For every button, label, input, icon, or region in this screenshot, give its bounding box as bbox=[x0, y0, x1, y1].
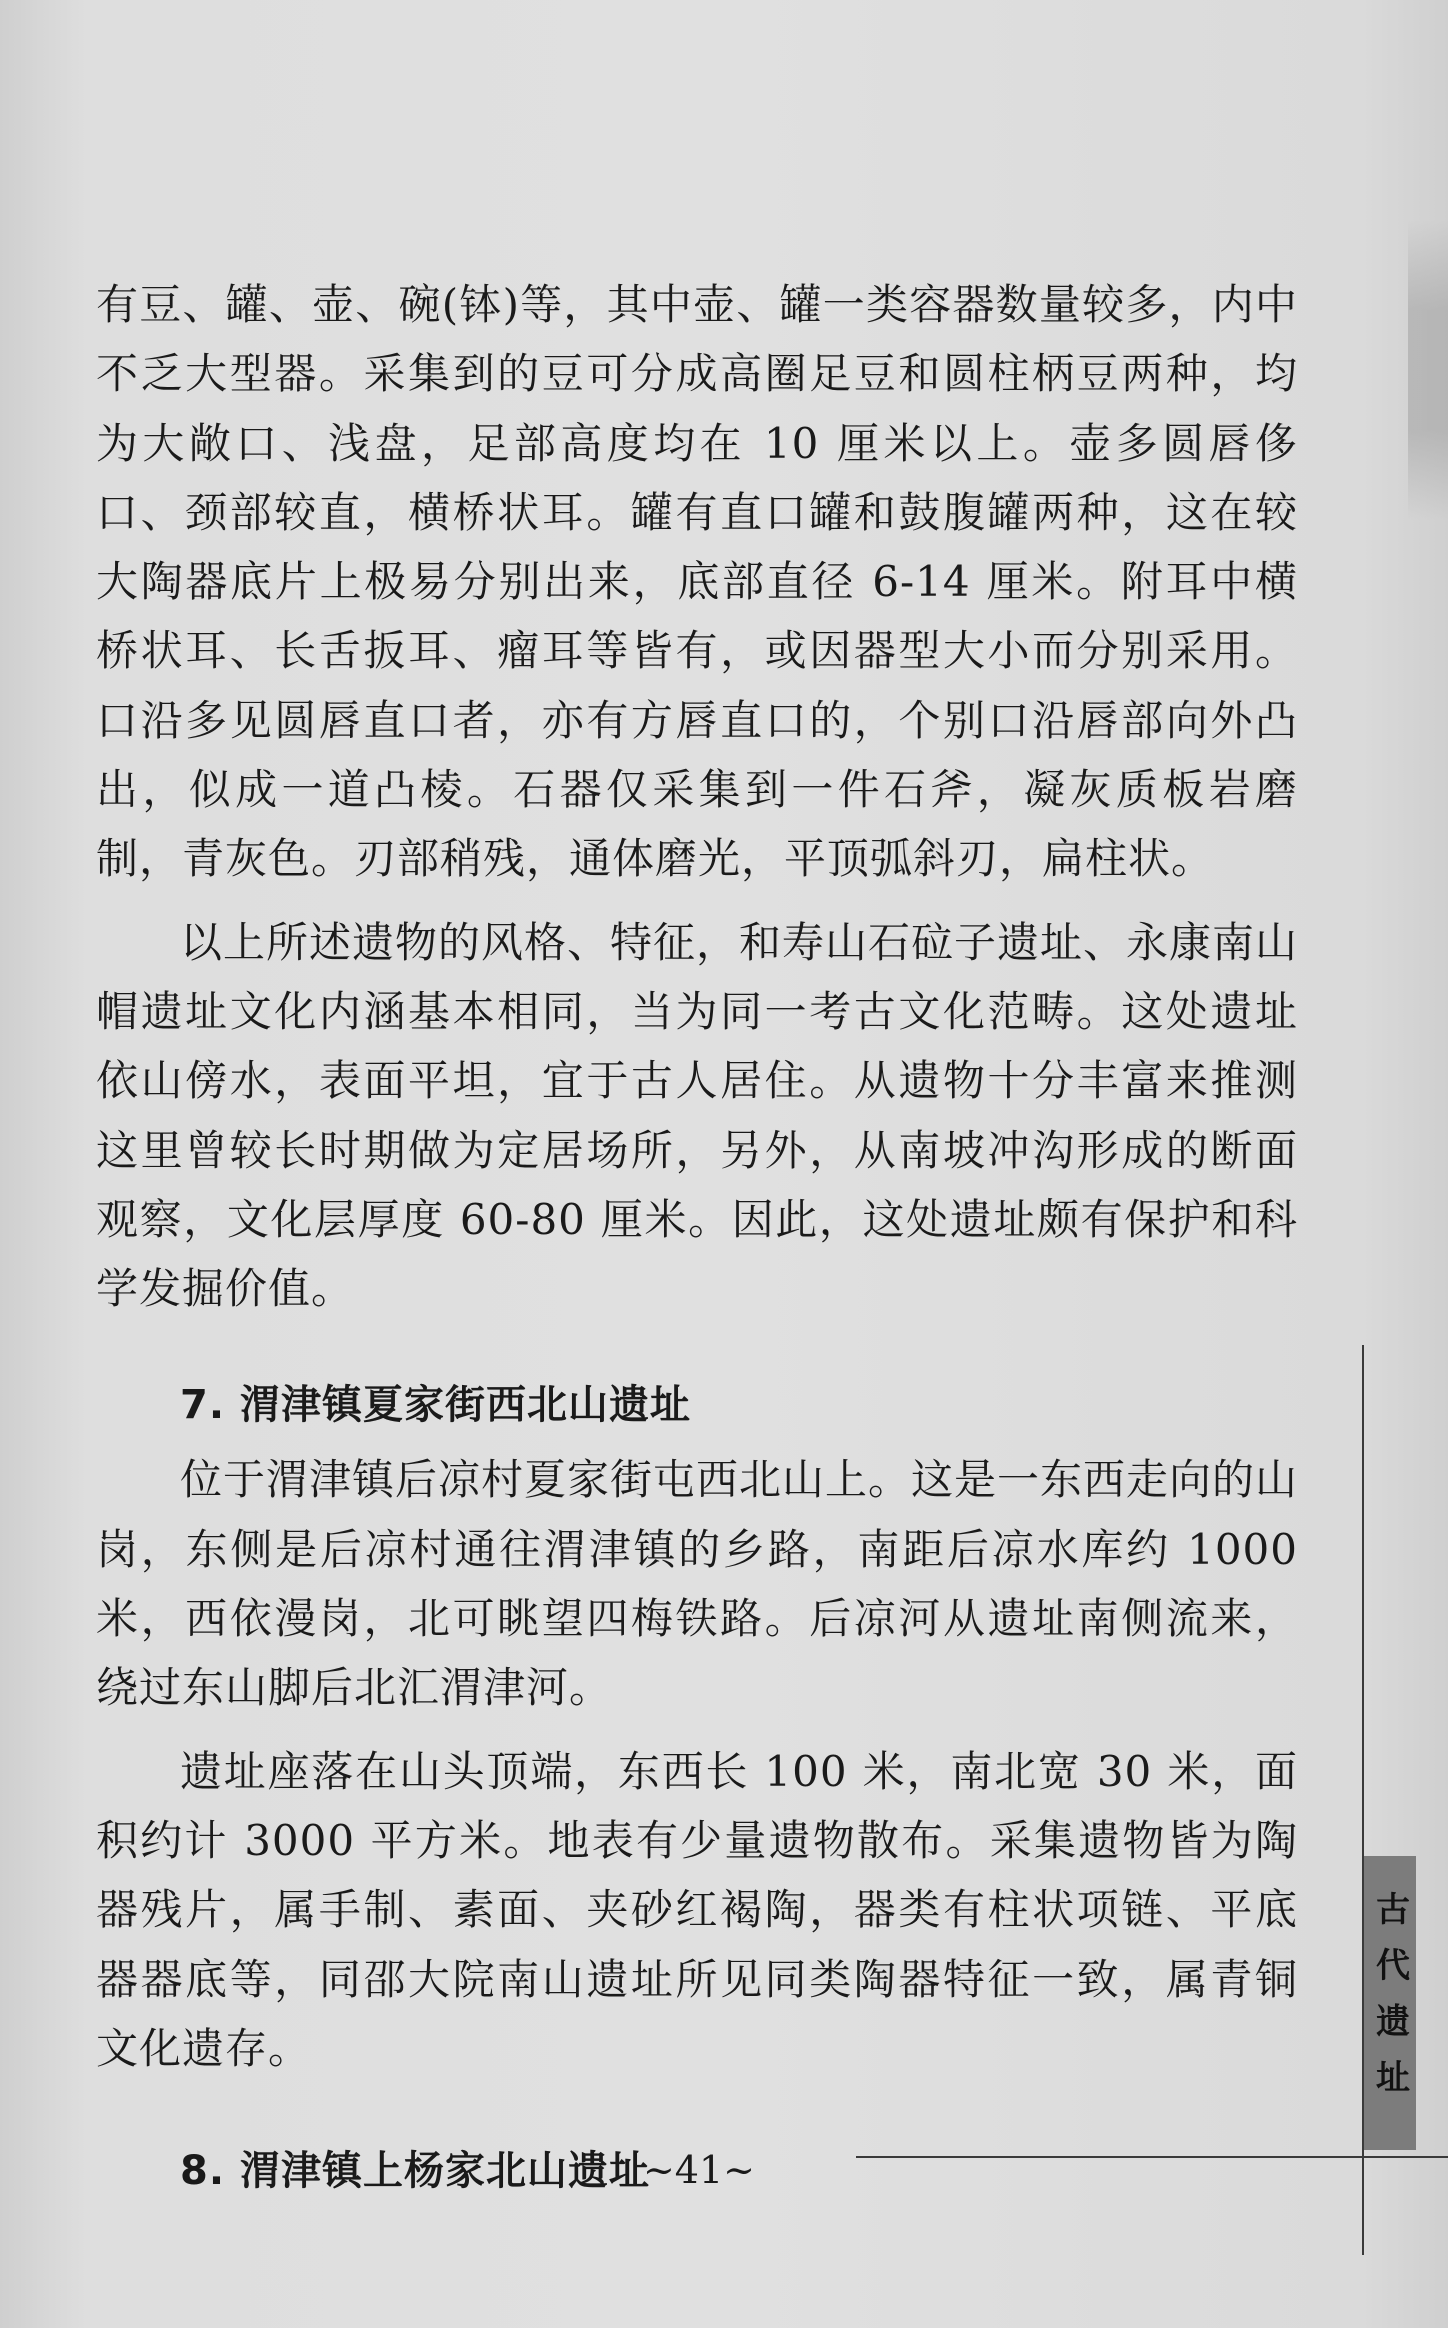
section-7-site-paragraph: 遗址座落在山头顶端，东西长 100 米，南北宽 30 米，面积约计 3000 平方米。地表有少量遗物散布。采集遗物皆为陶器残片，属手制、素面、夹砂红褐陶，器类有柱状项链、平底器器底等，同邵大院南山遗址所见同类陶器特征一致，属青铜文化遗存。 bbox=[96, 1746, 1298, 2073]
page-number: ~41~ bbox=[642, 2148, 756, 2192]
section-8-heading: 8. 渭津镇上杨家北山遗址 bbox=[180, 2148, 650, 2195]
section-7-location-paragraph: 位于渭津镇后凉村夏家街屯西北山上。这是一东西走向的山岗，东侧是后凉村通往渭津镇的乡路，南距后凉水库约 1000 米，西依漫岗，北可眺望四梅铁路。后凉河从遗址南侧流来，绕过东山脚后北汇渭津河。 bbox=[96, 1455, 1299, 1713]
body-text bbox=[96, 270, 1298, 2201]
paragraph-artifacts: 有豆、罐、壶、碗(钵)等，其中壶、罐一类容器数量较多，内中不乏大型器。采集到的豆可分成高圈足豆和圆柱柄豆两种，均为大敞口、浅盘，足部高度均在 10 厘米以上。壶多圆唇侈口、颈部较直，横桥状耳。罐有直口罐和鼓腹罐两种，这在较大陶器底片上极易分别出来，底部直径 6-14 厘米。附耳中横桥状耳、长舌扳耳、瘤耳等皆有，或因器型大小而分别采用。口沿多见圆唇直口者，亦有方唇直口的，个别口沿唇部向外凸出，似成一道凸棱。石器仅采集到一件石斧，凝灰质板岩磨制，青灰色。刃部稍残，通体磨光，平顶弧斜刃，扁柱状。 bbox=[96, 280, 1298, 884]
chapter-side-tab-label: 古代遗址 bbox=[1369, 1891, 1410, 2115]
chapter-side-tab bbox=[1364, 1856, 1416, 2150]
footer-rule bbox=[856, 2156, 1448, 2158]
show-through-shadow bbox=[1408, 220, 1448, 520]
paragraph-site-assessment: 以上所述遗物的风格、特征，和寿山石砬子遗址、永康南山帽遗址文化内涵基本相同，当为同一考古文化范畴。这处遗址依山傍水，表面平坦，宜于古人居住。从遗物十分丰富来推测这里曾较长时期做为定居场所，另外，从南坡冲沟形成的断面观察，文化层厚度 60-80 厘米。因此，这处遗址颇有保护和科学发掘价值。 bbox=[96, 917, 1299, 1314]
section-7-heading: 7. 渭津镇夏家街西北山遗址 bbox=[180, 1382, 691, 1429]
